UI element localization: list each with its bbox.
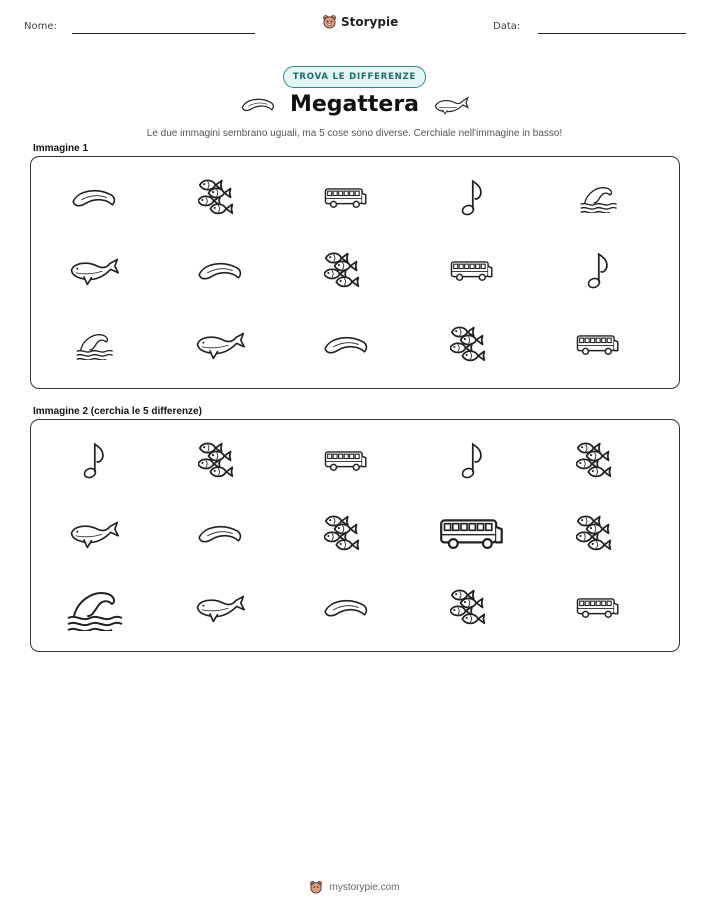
flipper-icon[interactable]	[157, 499, 283, 569]
storypie-bear-icon	[309, 880, 323, 894]
instructions: Le due immagini sembrano uguali, ma 5 cose sono diverse. Cerchiale nell'immagine in basso!	[146, 128, 563, 139]
whale-icon[interactable]	[157, 573, 283, 643]
fish-icon[interactable]	[283, 236, 409, 306]
whale-icon[interactable]	[157, 310, 283, 380]
whale-icon[interactable]	[31, 236, 157, 306]
wave-icon[interactable]	[535, 163, 661, 233]
fish-icon[interactable]	[283, 499, 409, 569]
bus-icon[interactable]	[283, 426, 409, 496]
fish-icon[interactable]	[157, 426, 283, 496]
note-icon[interactable]	[535, 236, 661, 306]
date-label: Data:	[493, 21, 521, 32]
bus-icon[interactable]	[535, 310, 661, 380]
name-label: Nome:	[24, 21, 57, 32]
name-line[interactable]	[72, 33, 255, 34]
storypie-bear-icon	[322, 14, 337, 29]
wave-icon[interactable]	[31, 573, 157, 643]
bus-icon[interactable]	[409, 236, 535, 306]
page-title: Megattera	[289, 92, 420, 117]
fish-icon[interactable]	[535, 499, 661, 569]
bus-icon[interactable]	[283, 163, 409, 233]
wave-icon[interactable]	[31, 310, 157, 380]
whale-icon	[433, 94, 469, 116]
flipper-icon[interactable]	[283, 310, 409, 380]
brand-logo	[322, 14, 398, 29]
fish-icon[interactable]	[157, 163, 283, 233]
note-icon[interactable]	[31, 426, 157, 496]
title-row	[0, 92, 709, 117]
fish-icon[interactable]	[409, 310, 535, 380]
flipper-icon[interactable]	[157, 236, 283, 306]
whale-icon[interactable]	[31, 499, 157, 569]
note-icon[interactable]	[409, 163, 535, 233]
fish-icon[interactable]	[409, 573, 535, 643]
image1-panel[interactable]	[30, 156, 680, 389]
image1-label: Immagine 1	[33, 143, 89, 154]
fish-icon[interactable]	[535, 426, 661, 496]
activity-badge: TROVA LE DIFFERENZE	[283, 66, 426, 88]
footer-url: mystorypie.com	[329, 881, 400, 893]
image2-panel[interactable]	[30, 419, 680, 652]
flipper-icon	[240, 94, 276, 116]
image2-label: Immagine 2 (cerchia le 5 differenze)	[33, 406, 202, 417]
brand-name: Storypie	[341, 14, 399, 29]
footer	[0, 880, 709, 894]
flipper-icon[interactable]	[283, 573, 409, 643]
date-line[interactable]	[538, 33, 686, 34]
bus-icon[interactable]	[409, 499, 535, 569]
bus-icon[interactable]	[535, 573, 661, 643]
note-icon[interactable]	[409, 426, 535, 496]
flipper-icon[interactable]	[31, 163, 157, 233]
